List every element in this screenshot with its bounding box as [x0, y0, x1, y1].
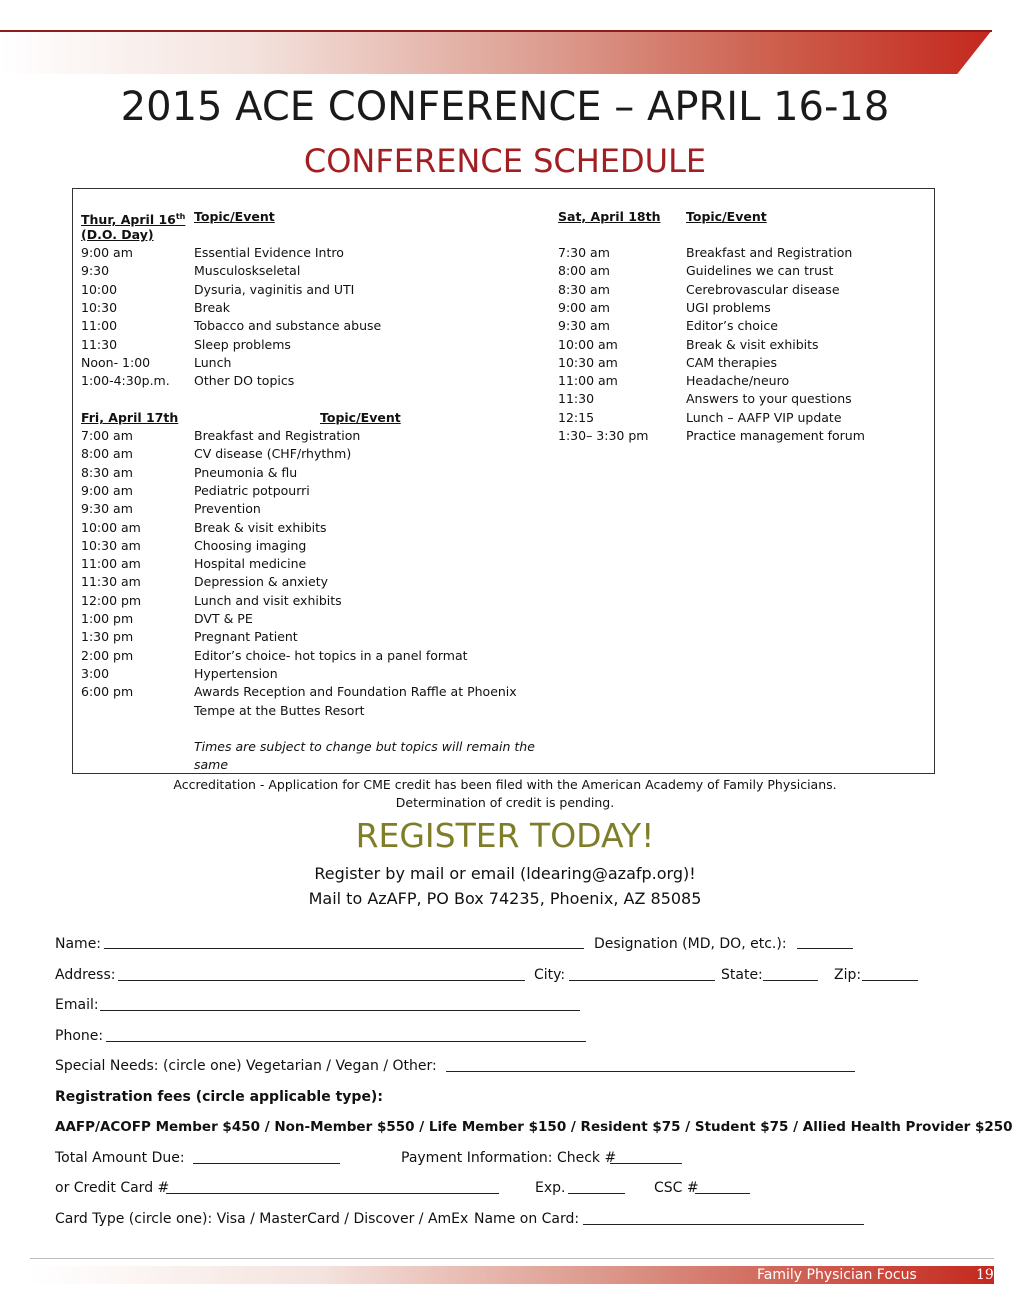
city-label: City:	[534, 967, 566, 983]
schedule-topic: Lunch	[194, 354, 232, 370]
card-type-label[interactable]: Card Type (circle one): Visa / MasterCard / Discover / AmEx	[55, 1211, 469, 1227]
friday-topic-header: Topic/Event	[320, 410, 401, 425]
page-subtitle: CONFERENCE SCHEDULE	[303, 142, 707, 180]
schedule-time: 1:30 pm	[81, 629, 134, 645]
designation-label: Designation (MD, DO, etc.):	[594, 936, 787, 952]
schedule-topic: Pediatric potpourri	[194, 482, 310, 498]
schedule-topic: Guidelines we can trust	[686, 263, 834, 279]
schedule-time: 6:00 pm	[81, 684, 134, 700]
schedule-time: 9:30	[81, 263, 110, 279]
schedule-topic: Hospital medicine	[194, 556, 307, 572]
schedule-time: 9:30 am	[81, 501, 133, 517]
page-title: 2015 ACE CONFERENCE – APRIL 16-18	[120, 84, 890, 130]
schedule-topic: Hypertension	[194, 665, 278, 681]
credit-card-field[interactable]	[166, 1193, 499, 1194]
schedule-time: 10:30 am	[558, 354, 618, 370]
check-number-field[interactable]	[610, 1163, 682, 1164]
schedule-topic: Break & visit exhibits	[194, 519, 327, 535]
name-field[interactable]	[104, 948, 584, 949]
state-label: State:	[721, 967, 763, 983]
name-label: Name:	[55, 936, 102, 952]
schedule-time: 9:00 am	[558, 299, 610, 315]
schedule-topic: Depression & anxiety	[194, 574, 329, 590]
special-needs-label: Special Needs: (circle one) Vegetarian / Vegan / Other:	[55, 1058, 437, 1074]
schedule-topic: Pregnant Patient	[194, 629, 298, 645]
schedule-topic: CV disease (CHF/rhythm)	[194, 446, 352, 462]
schedule-time: 11:00	[81, 318, 118, 334]
schedule-time: 10:00 am	[81, 519, 141, 535]
schedule-time: 2:00 pm	[81, 647, 134, 663]
schedule-topic: Lunch and visit exhibits	[194, 592, 342, 608]
schedule-note-line-2: same	[194, 757, 229, 772]
schedule-time: 10:00 am	[558, 336, 618, 352]
name-on-card-label: Name on Card:	[474, 1211, 580, 1227]
email-field[interactable]	[100, 1010, 580, 1011]
schedule-time: 8:30 am	[558, 281, 610, 297]
schedule-topic: Cerebrovascular disease	[686, 281, 840, 297]
mailing-address: Mail to AzAFP, PO Box 74235, Phoenix, AZ 85085	[308, 889, 702, 908]
footer-page-number: 19	[976, 1267, 994, 1283]
footer-rule	[30, 1258, 994, 1259]
special-needs-field[interactable]	[446, 1071, 855, 1072]
schedule-time: Noon- 1:00	[81, 354, 151, 370]
phone-field[interactable]	[106, 1041, 586, 1042]
schedule-topic: Editor’s choice- hot topics in a panel format	[194, 647, 468, 663]
accreditation-line-2: Determination of credit is pending.	[395, 795, 615, 810]
schedule-topic: Tobacco and substance abuse	[194, 318, 382, 334]
schedule-time: 10:30 am	[81, 537, 141, 553]
address-label: Address:	[55, 967, 116, 983]
credit-card-label: or Credit Card #	[55, 1180, 170, 1196]
schedule-time: 1:00-4:30p.m.	[81, 373, 170, 389]
schedule-topic: Editor’s choice	[686, 318, 778, 334]
schedule-topic: Other DO topics	[194, 373, 295, 389]
schedule-time: 1:00 pm	[81, 611, 134, 626]
schedule-time: 11:00 am	[558, 373, 618, 389]
schedule-topic: Lunch – AAFP VIP update	[686, 409, 842, 425]
thursday-topic-header: Topic/Event	[194, 209, 275, 224]
footer-publication: Family Physician Focus	[757, 1267, 917, 1283]
schedule-topic: Tempe at the Buttes Resort	[194, 702, 365, 718]
schedule-topic: Answers to your questions	[686, 391, 852, 407]
schedule-time: 8:30 am	[81, 464, 133, 480]
city-field[interactable]	[569, 980, 715, 981]
schedule-topic: Breakfast and Registration	[686, 245, 853, 260]
saturday-day-label: Sat, April 18th	[558, 209, 661, 224]
schedule-time: 11:30	[81, 336, 118, 352]
state-field[interactable]	[763, 980, 818, 981]
payment-check-label: Payment Information: Check #	[401, 1150, 617, 1166]
schedule-topic: DVT & PE	[194, 611, 253, 626]
schedule-topic: UGI problems	[686, 299, 771, 315]
exp-label: Exp.	[535, 1180, 566, 1196]
schedule-time: 8:00 am	[558, 263, 610, 279]
schedule-time: 9:30 am	[558, 318, 610, 334]
csc-label: CSC #	[654, 1180, 699, 1196]
header-rule	[0, 30, 992, 32]
schedule-time: 8:00 am	[81, 446, 133, 462]
schedule-topic: Prevention	[194, 501, 261, 517]
schedule-time: 9:00 am	[81, 245, 133, 260]
register-heading: REGISTER TODAY!	[355, 816, 655, 855]
phone-label: Phone:	[55, 1028, 104, 1044]
total-due-field[interactable]	[193, 1163, 340, 1164]
schedule-time: 11:30 am	[81, 574, 141, 590]
schedule-topic: Pneumonia & flu	[194, 464, 298, 480]
total-due-label: Total Amount Due:	[55, 1150, 185, 1166]
schedule-topic: CAM therapies	[686, 354, 777, 370]
name-on-card-field[interactable]	[583, 1224, 864, 1225]
schedule-topic: Dysuria, vaginitis and UTI	[194, 281, 355, 297]
schedule-topic: Break & visit exhibits	[686, 336, 819, 352]
schedule-topic: Choosing imaging	[194, 537, 307, 553]
thursday-day-label: Thur, April 16th	[81, 212, 186, 228]
schedule-topic: Musculoskseletal	[194, 263, 301, 279]
designation-field[interactable]	[797, 948, 853, 949]
schedule-time: 11:30	[558, 391, 595, 407]
zip-field[interactable]	[862, 980, 918, 981]
schedule-topic: Headache/neuro	[686, 373, 790, 389]
register-instructions: Register by mail or email (ldearing@azafp.org)!	[314, 864, 696, 883]
zip-label: Zip:	[834, 967, 862, 983]
schedule-topic: Awards Reception and Foundation Raffle at Phoenix	[194, 684, 517, 700]
schedule-time: 10:30	[81, 299, 118, 315]
schedule-topic: Breakfast and Registration	[194, 428, 361, 443]
schedule-topic: Break	[194, 299, 231, 315]
schedule-note-line-1: Times are subject to change but topics will remain the	[194, 739, 535, 754]
exp-field[interactable]	[568, 1193, 625, 1194]
csc-field[interactable]	[695, 1193, 750, 1194]
email-label: Email:	[55, 997, 99, 1013]
thursday-day-sublabel: (D.O. Day)	[81, 227, 154, 242]
schedule-time: 9:00 am	[81, 482, 133, 498]
friday-day-label: Fri, April 17th	[81, 410, 179, 425]
schedule-time: 1:30– 3:30 pm	[558, 428, 649, 443]
schedule-time: 7:30 am	[558, 245, 610, 260]
address-field[interactable]	[118, 980, 525, 981]
accreditation-line-1: Accreditation - Application for CME credit has been filed with the American Academy of Family Physicians.	[173, 777, 837, 792]
schedule-time: 12:15	[558, 409, 595, 425]
saturday-topic-header: Topic/Event	[686, 209, 767, 224]
schedule-topic: Practice management forum	[686, 428, 865, 443]
schedule-time: 11:00 am	[81, 556, 141, 572]
schedule-time: 10:00	[81, 281, 118, 297]
schedule-time: 7:00 am	[81, 428, 133, 443]
fees-heading: Registration fees (circle applicable type):	[55, 1089, 383, 1105]
schedule-time: 12:00 pm	[81, 592, 142, 608]
fees-options[interactable]: AAFP/ACOFP Member $450 / Non-Member $550 / Life Member $150 / Resident $75 / Student $75 / Allied Health Provider $250	[55, 1119, 1013, 1135]
schedule-time: 3:00	[81, 665, 110, 681]
schedule-topic: Essential Evidence Intro	[194, 245, 344, 260]
header-color-band	[0, 30, 992, 74]
schedule-topic: Sleep problems	[194, 336, 291, 352]
